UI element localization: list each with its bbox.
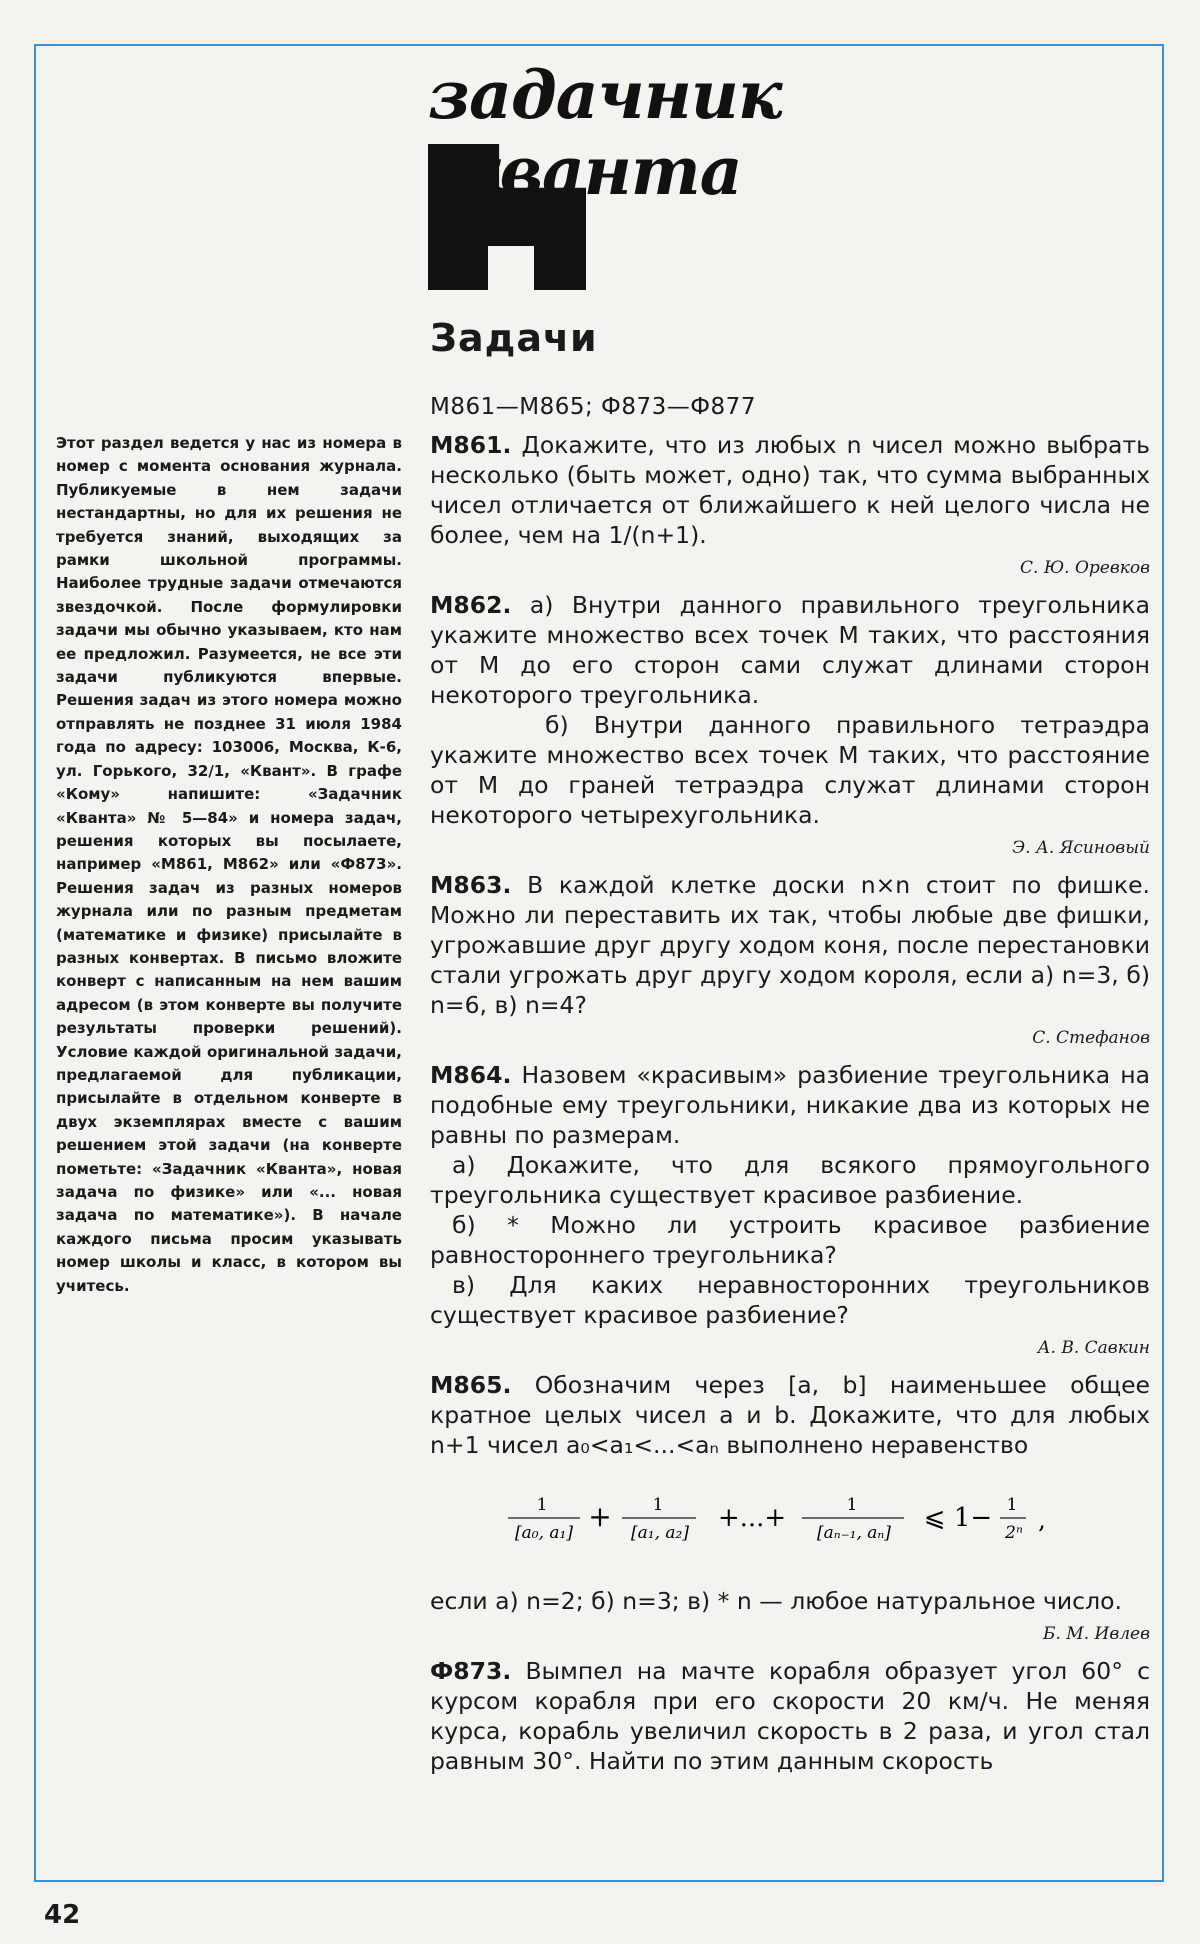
- problem-number: М861.: [430, 431, 512, 459]
- problem-tail: если а) n=2; б) n=3; в) * n — любое натуральное число.: [430, 1587, 1122, 1615]
- inequality-formula: [430, 1486, 1150, 1562]
- problem-part-b: б) Внутри данного правильного тетраэдра укажите множество всех точек M таких, что расстояние от M до граней тетраэдра служат длинами сторон некоторого четырехугольника.: [430, 711, 1150, 829]
- problem-m865: [430, 1370, 1150, 1646]
- problem-m861: [430, 430, 1150, 580]
- fraction-3-num: 1: [846, 1495, 858, 1515]
- plus-dots: +...+: [717, 1503, 787, 1533]
- problem-text: Вымпел на мачте корабля образует угол 60° с курсом корабля при его скорости 20 км/ч. Не меняя курса, корабль увеличил скорость в 2 раза, и угол стал равным 30°. Найти по этим данным скорость: [430, 1657, 1150, 1775]
- fraction-2-den: [a₁, a₂]: [631, 1523, 689, 1543]
- fraction-3-den: [aₙ₋₁, aₙ]: [817, 1523, 891, 1543]
- problems-column: [430, 392, 1150, 1786]
- logo-k-cut: [488, 246, 534, 306]
- problem-part-b: б) * Можно ли устроить красивое разбиение равностороннего треугольника?: [430, 1211, 1150, 1269]
- fraction-1-den: [a₀, a₁]: [515, 1523, 573, 1543]
- problem-author: Б. М. Ивлев: [1042, 1624, 1150, 1644]
- problem-text: Назовем «красивым» разбиение треугольника на подобные ему треугольники, никакие два из которых не равны по размерам.: [430, 1061, 1150, 1149]
- problem-text: В каждой клетке доски n×n стоит по фишке. Можно ли переставить их так, чтобы любые две фишки, угрожавшие друг другу ходом коня, после перестановки стали угрожать друг другу ходом короля, если а) n=3, б) n=6, в) n=4?: [430, 871, 1150, 1019]
- problem-m864: [430, 1060, 1150, 1360]
- formula-comma: ,: [1038, 1506, 1046, 1534]
- logo-line-1: задачник: [428, 56, 782, 134]
- problem-m863: [430, 870, 1150, 1050]
- fraction-4-den: 2ⁿ: [1005, 1523, 1023, 1543]
- kvant-logo: [428, 56, 782, 238]
- problem-number: М864.: [430, 1061, 512, 1089]
- problem-number: М863.: [430, 871, 512, 899]
- fraction-1-num: 1: [536, 1495, 548, 1515]
- formula-svg: [500, 1486, 1060, 1562]
- problem-part-a: а) Внутри данного правильного треугольника укажите множество всех точек M таких, что расстояния от M до его сторон сами служат длинами сторон некоторого треугольника.: [430, 591, 1150, 709]
- plus-sign: +: [588, 1500, 612, 1533]
- problem-author: А. В. Савкин: [1037, 1338, 1150, 1358]
- problem-number: М862.: [430, 591, 512, 619]
- problem-number: Ф873.: [430, 1657, 512, 1685]
- problem-range: М861—М865; Ф873—Ф877: [430, 394, 756, 420]
- problem-f873: [430, 1656, 1150, 1776]
- page-title: Задачи: [430, 316, 598, 360]
- problem-number: М865.: [430, 1371, 512, 1399]
- problem-text: Обозначим через [a, b] наименьшее общее кратное целых чисел a и b. Докажите, что для любых n+1 чисел a₀<a₁<...<aₙ выполнено неравенство: [430, 1371, 1150, 1459]
- problem-part-c: в) Для каких неравносторонних треугольников существует красивое разбиение?: [430, 1271, 1150, 1329]
- problem-author: С. Ю. Оревков: [1020, 558, 1150, 578]
- problem-text: Докажите, что из любых n чисел можно выбрать несколько (быть может, одно) так, что сумма выбранных чисел отличается от ближайшего к ней целого числа не более, чем на 1/(n+1).: [430, 431, 1150, 549]
- problem-m862: [430, 590, 1150, 860]
- logo-line-2: кванта: [456, 132, 742, 210]
- sidebar-note: Этот раздел ведется у нас из номера в номер с момента основания журнала. Публикуемые в нем задачи нестандартны, но для их решения не требуется знаний, выходящих за рамки школьной программы. Наиболее трудные задачи отмечаются звездочкой. После формулировки задачи мы обычно указываем, кто нам ее предложил. Разумеется, не все эти задачи публикуются впервые. Решения задач из этого номера можно отправлять не позднее 31 июля 1984 года по адресу: 103006, Москва, К-6, ул. Горького, 32/1, «Квант». В графе «Кому» напишите: «Задачник «Кванта» № 5—84» и номера задач, решения которых вы посылаете, например «М861, М862» или «Ф873». Решения задач из разных номеров журнала или по разным предметам (математике и физике) присылайте в разных конвертах. В письмо вложите конверт с написанным на нем вашим адресом (в этом конверте вы получите результаты проверки решений). Условие каждой оригинальной задачи, предлагаемой для публикации, присылайте в отдельном конверте в двух экземплярах вместе с вашим решением этой задачи (на конверте пометьте: «Задачник «Кванта», новая задача по физике» или «... новая задача по математике»). В начале каждого письма просим указывать номер школы и класс, в котором вы учитесь.: [56, 434, 402, 1295]
- page-number: 42: [44, 1900, 81, 1930]
- rhs-text: ⩽ 1−: [923, 1503, 993, 1533]
- problem-author: Э. А. Ясиновый: [1012, 838, 1150, 858]
- problem-part-a: а) Докажите, что для всякого прямоугольного треугольника существует красивое разбиение.: [430, 1151, 1150, 1209]
- problem-author: С. Стефанов: [1032, 1028, 1150, 1048]
- fraction-2-num: 1: [652, 1495, 664, 1515]
- fraction-4-num: 1: [1006, 1495, 1018, 1515]
